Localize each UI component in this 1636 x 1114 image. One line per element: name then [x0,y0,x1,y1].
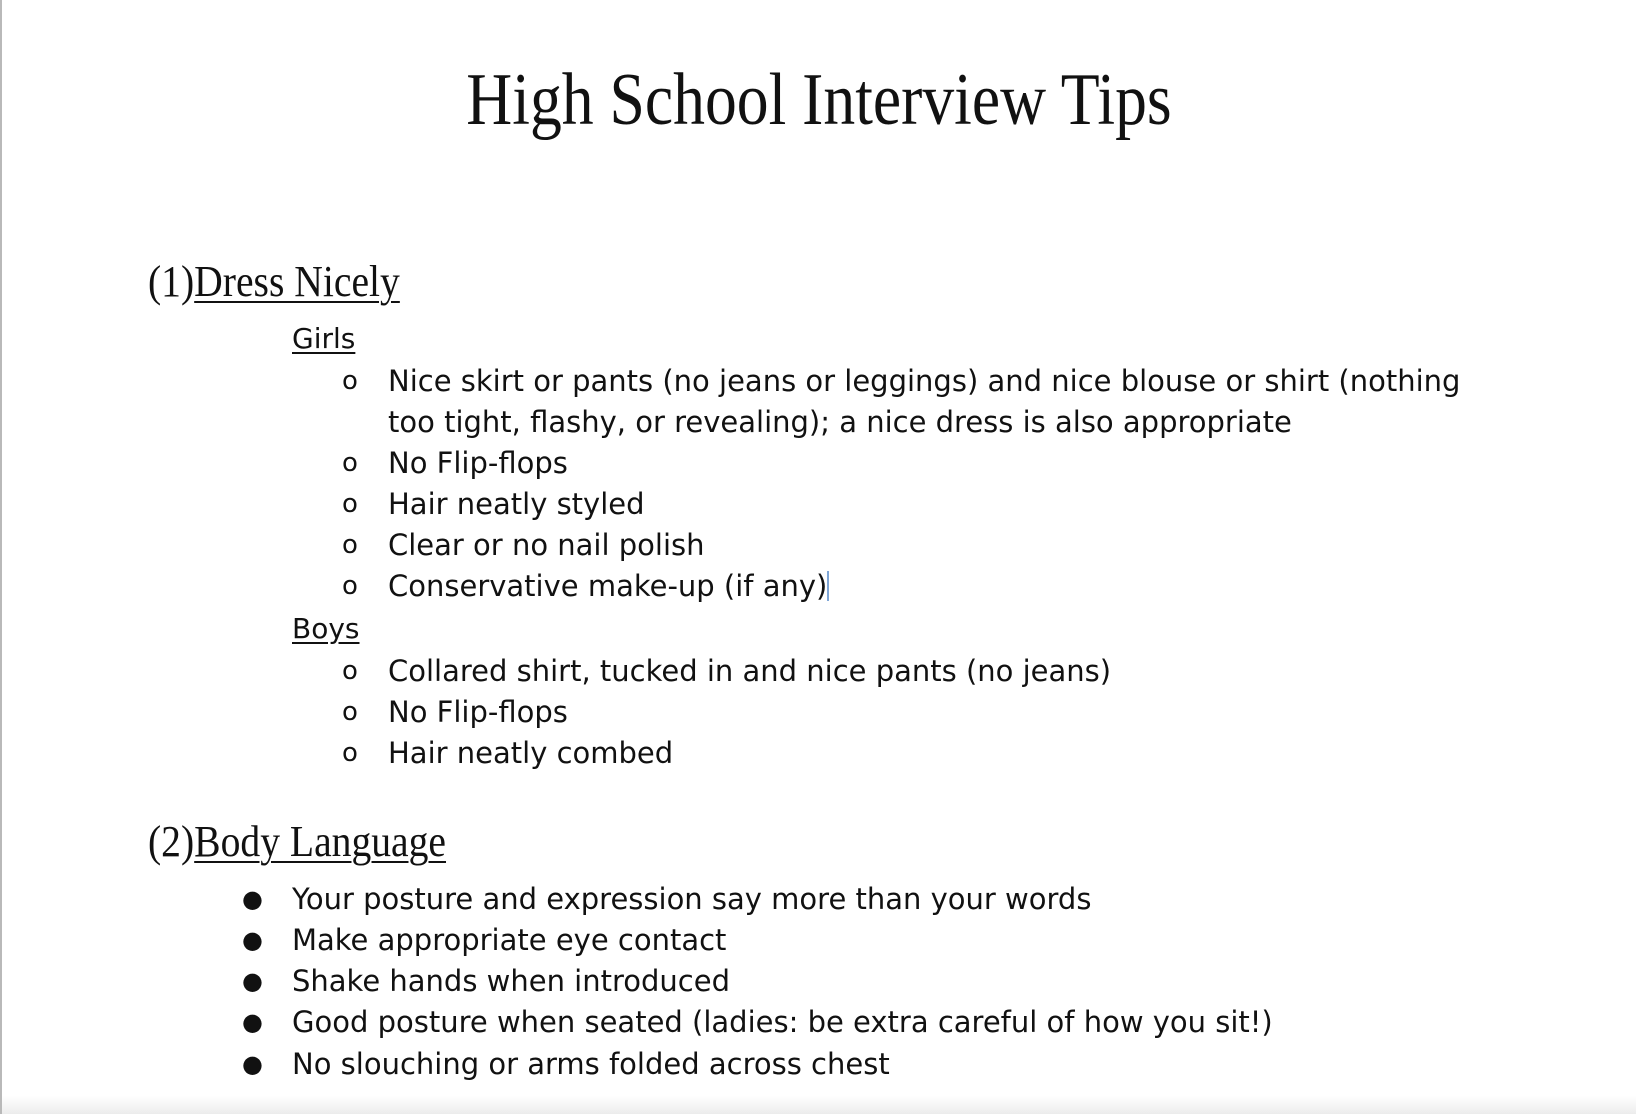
hollow-bullet-icon: o [342,489,358,519]
list-item-text: Clear or no nail polish [388,528,705,562]
section-number: (1) [148,257,195,306]
list-item [342,566,1498,607]
hollow-bullet-icon: o [342,530,358,560]
list-item [342,525,1498,566]
bullet-icon: ● [242,967,263,995]
list-item [342,361,1498,443]
text-cursor [827,571,829,601]
list-item-text: Conservative make-up (if any) [388,569,828,603]
list-item-text: Collared shirt, tucked in and nice pants (no jeans) [388,654,1112,688]
list-item [342,692,1498,733]
sub-heading-boys: Boys [292,612,360,645]
bullet-icon: ● [242,1008,263,1036]
list-item [242,920,1552,961]
list-item-text: Your posture and expression say more than your words [292,882,1092,916]
hollow-bullet-icon: o [342,448,358,478]
list-item [342,443,1498,484]
hollow-bullet-icon: o [342,697,358,727]
list-item-text: Hair neatly styled [388,487,645,521]
bullet-icon: ● [242,885,263,913]
section-title: Dress Nicely [194,257,400,306]
section-number: (2) [148,817,195,866]
list-item [342,733,1498,774]
section-heading-dress-nicely [148,256,400,307]
hollow-bullet-icon: o [342,366,358,396]
hollow-bullet-icon: o [342,656,358,686]
list-item-text: Hair neatly combed [388,736,674,770]
section-title: Body Language [194,817,447,866]
section-heading-body-language [148,816,446,867]
list-item [242,1044,1552,1085]
list-item-text: Good posture when seated (ladies: be extra careful of how you sit!) [292,1005,1273,1039]
hollow-bullet-icon: o [342,738,358,768]
list-item-text: No Flip-flops [388,695,568,729]
list-item-text: Nice skirt or pants (no jeans or leggings) and nice blouse or shirt (nothing too tight, flashy, or revealing); a nice dress is also appropriate [388,364,1461,439]
list-item-text: No slouching or arms folded across chest [292,1047,890,1081]
sub-heading-girls: Girls [292,322,356,355]
list-item [342,484,1498,525]
bullet-icon: ● [242,1050,263,1078]
bullet-icon: ● [242,926,263,954]
list-item [242,961,1552,1002]
list-item-text: No Flip-flops [388,446,568,480]
list-item [342,651,1498,692]
document-title: High School Interview Tips [466,59,1172,141]
list-item-text: Make appropriate eye contact [292,923,727,957]
list-item [242,1002,1552,1043]
hollow-bullet-icon: o [342,571,358,601]
list-item [242,879,1552,920]
list-item-text: Shake hands when introduced [292,964,731,998]
page-bottom-shadow [2,1096,1636,1114]
